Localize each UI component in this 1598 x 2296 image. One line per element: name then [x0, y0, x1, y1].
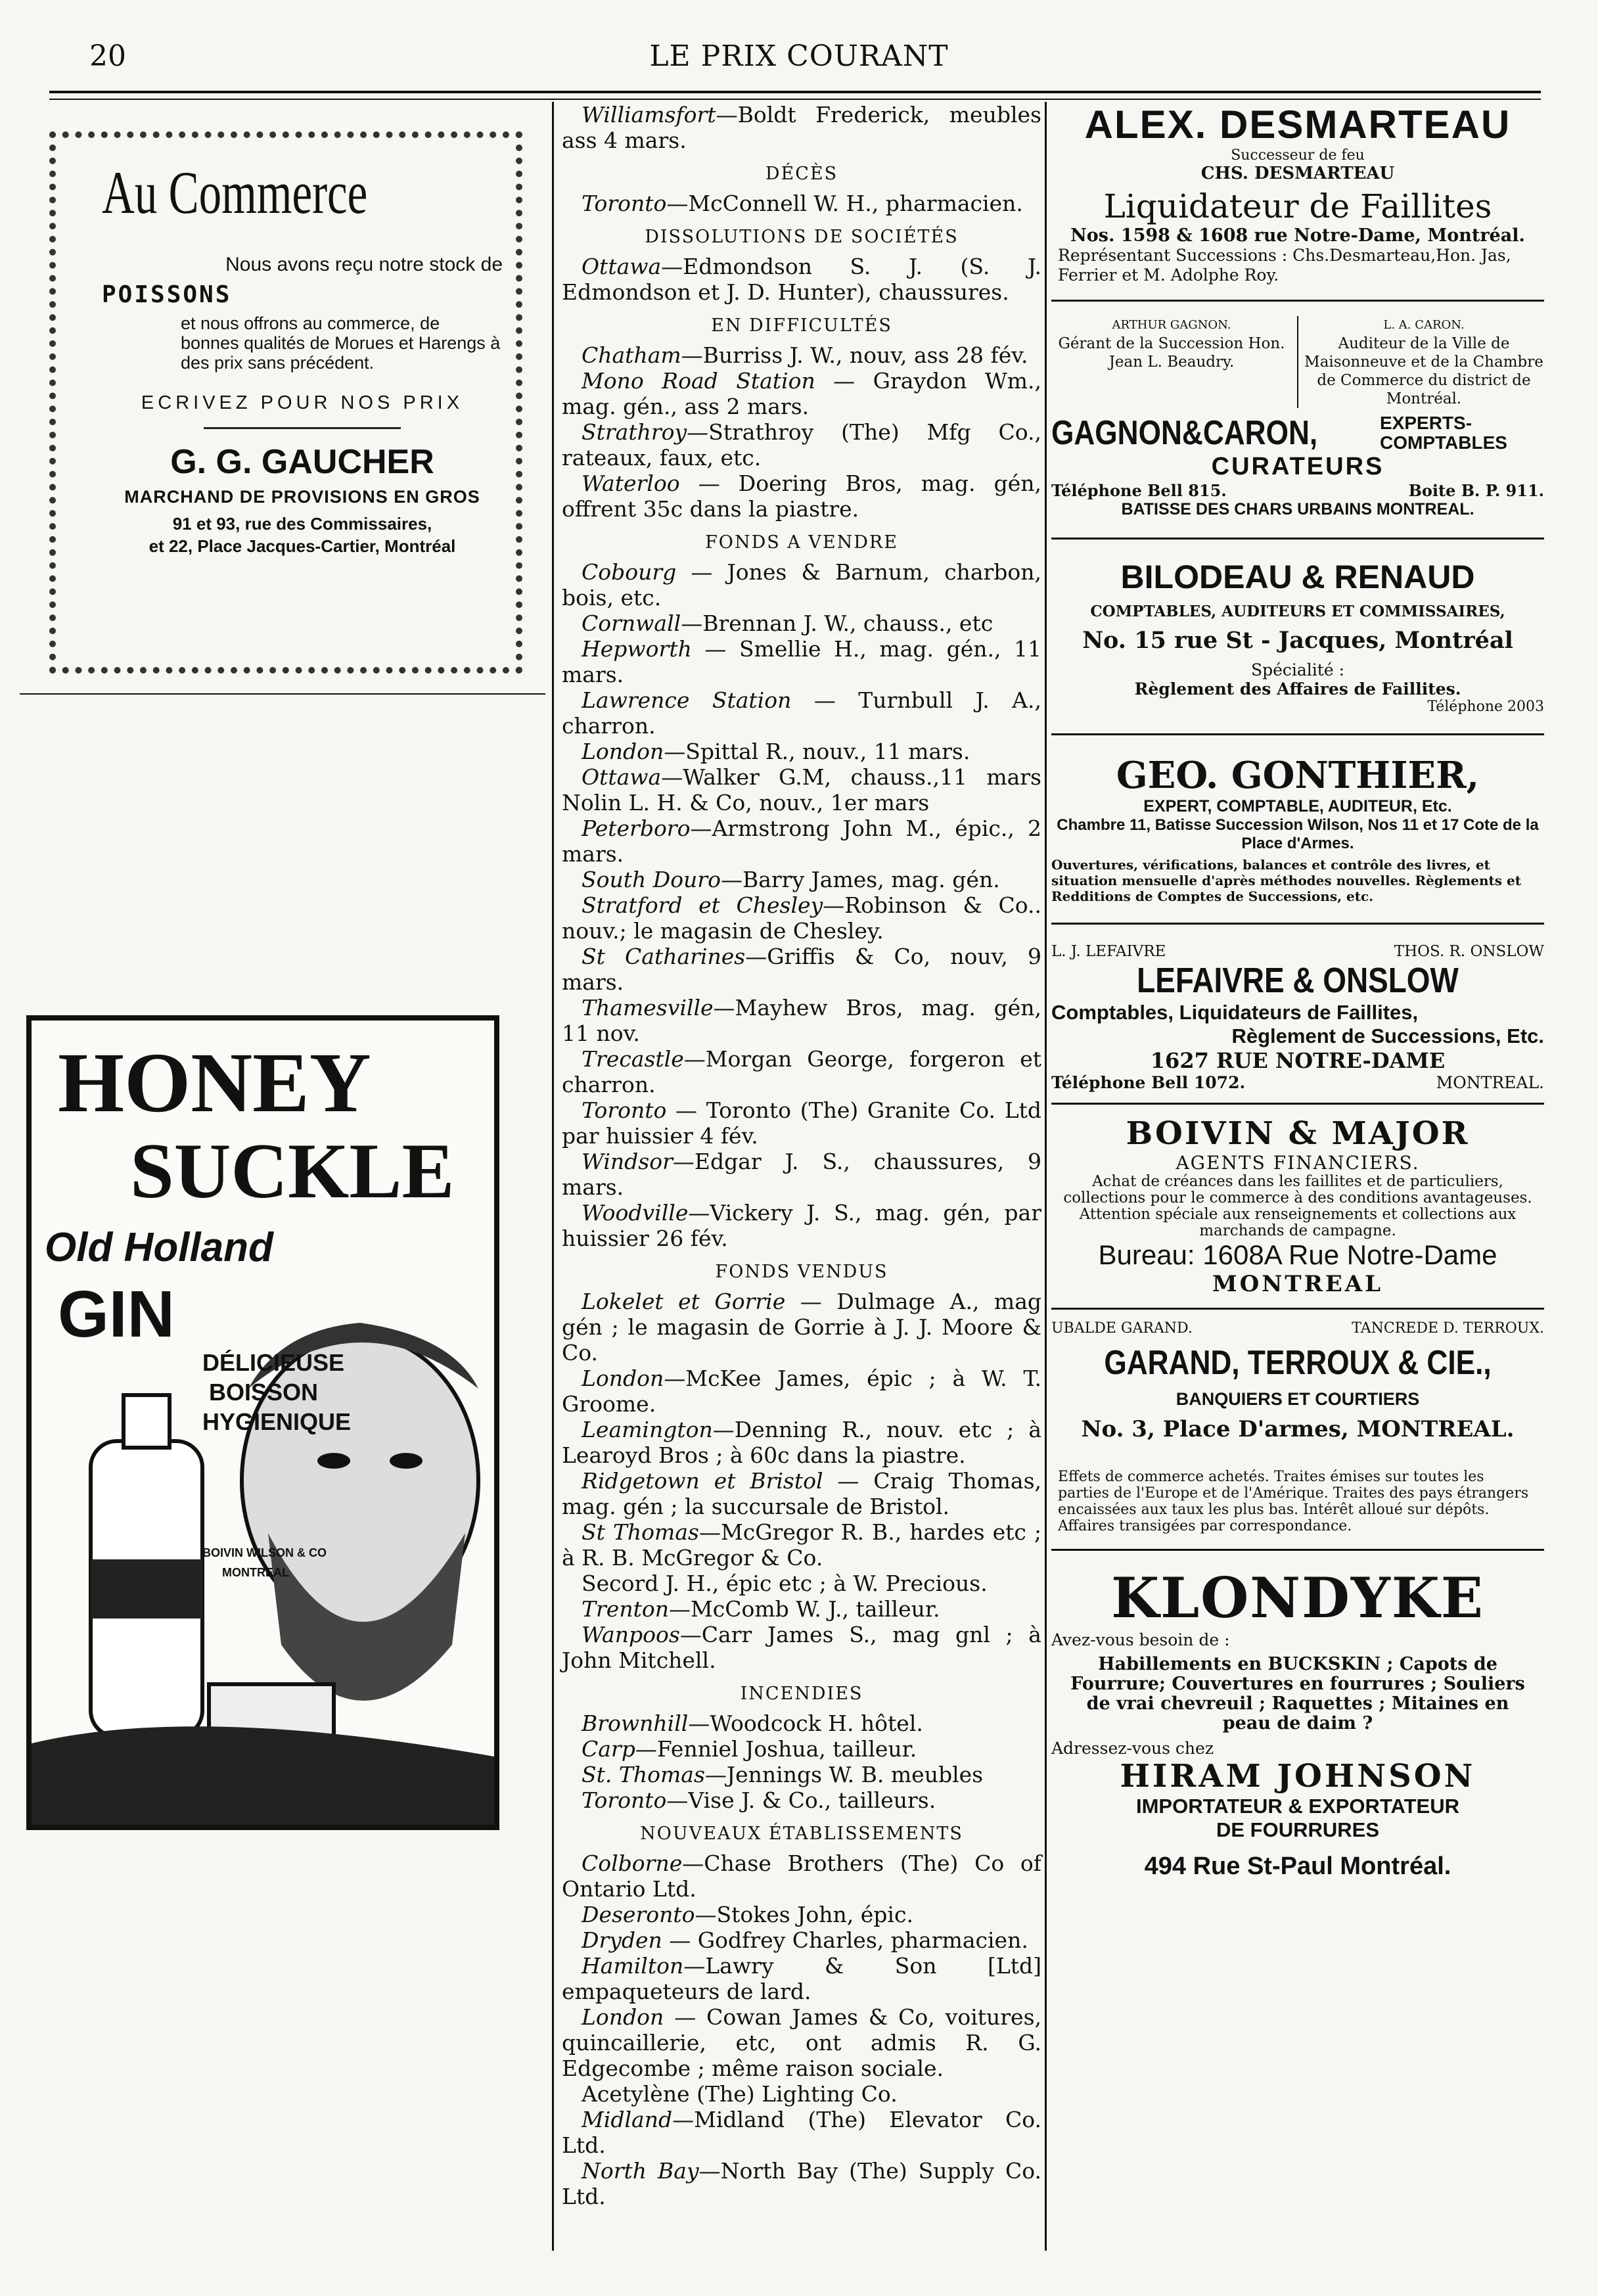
listing-text: —Vise J. & Co., tailleurs. — [666, 1787, 936, 1813]
listing-text: —McKee James, épic ; à W. T. Groome. — [562, 1366, 1041, 1417]
listing-text: — Graydon Wm., mag. gén., ass 2 mars. — [562, 368, 1042, 419]
section-heading: FONDS A VENDRE — [705, 532, 898, 553]
listing-text: —Spittal R., nouv., 11 mars. — [664, 739, 970, 764]
listing-entry — [562, 739, 1041, 764]
caron-text: Auditeur de la Ville de Maisonneuve et de la Chambre de Commerce du district de Montréal. — [1304, 335, 1543, 407]
listing-place: Hepworth — [582, 636, 692, 662]
listing-entry — [562, 1850, 1041, 1902]
curateurs: CURATEURS — [1211, 453, 1384, 480]
listing-text: —Mayhew Bros, mag. gén, 11 nov. — [562, 995, 1041, 1046]
rule — [1051, 733, 1544, 735]
listing-entry — [562, 1097, 1041, 1149]
listing-place: Chatham — [582, 342, 681, 368]
boivin-bureau: Bureau: 1608A Rue Notre-Dame — [1098, 1239, 1497, 1270]
listing-text: — Dulmage A., mag gén ; le magasin de Gorrie à J. J. Moore & Co. — [562, 1289, 1041, 1366]
lefaivre-city: MONTREAL. — [1436, 1073, 1544, 1092]
bilodeau-role: COMPTABLES, AUDITEURS ET COMMISSAIRES, — [1090, 603, 1505, 620]
experts-label: EXPERTS- — [1380, 413, 1472, 433]
listing-entry — [562, 102, 1041, 153]
listing-entry — [562, 687, 1041, 739]
listing-entry — [562, 1787, 1041, 1813]
ad-address-1: 91 et 93, rue des Commissaires, — [172, 514, 432, 534]
listing-entry — [562, 1902, 1041, 1927]
listing-entry — [562, 2107, 1041, 2158]
listing-text: —North Bay (The) Supply Co. Ltd. — [562, 2158, 1042, 2209]
listing-place: Thamesville — [582, 995, 714, 1021]
listing-entry — [562, 1149, 1041, 1200]
klondyke-adr: Adressez-vous chez — [1051, 1739, 1214, 1758]
ad-trade: MARCHAND DE PROVISIONS EN GROS — [124, 487, 480, 507]
listing-entry — [562, 1571, 1041, 1596]
klondyke-items: Habillements en BUCKSKIN ; Capots de Fourrure; Couvertures en fourrures ; Souliers de vrai chevreuil ; Raquettes ; Mitaines en peau de daim ? — [1070, 1654, 1525, 1733]
ad-merchant-name: G. G. GAUCHER — [170, 443, 434, 481]
listing-place: Deseronto — [582, 1902, 695, 1927]
garand-left: UBALDE GARAND. — [1051, 1320, 1193, 1337]
bilodeau-address: No. 15 rue St - Jacques, Montréal — [1082, 627, 1513, 654]
ad-address-2: et 22, Place Jacques-Cartier, Montréal — [148, 536, 456, 556]
lefaivre-right: THOS. R. ONSLOW — [1394, 943, 1544, 960]
listing-place: Trenton — [582, 1596, 669, 1622]
listing-text: —Griffis & Co, nouv, 9 mars. — [562, 944, 1041, 995]
hiram-role: IMPORTATEUR & EXPORTATEUR — [1136, 1795, 1459, 1818]
ad-title: Au Commerce — [102, 159, 368, 226]
gagnon-text: Gérant de la Succession Hon. Jean L. Beaudry. — [1058, 335, 1285, 371]
listing-entry — [562, 636, 1041, 687]
au-commerce-ad — [49, 131, 522, 674]
section-heading: DÉCÈS — [765, 164, 838, 184]
lefaivre-left: L. J. LEFAIVRE — [1051, 943, 1166, 960]
listing-text: —McGregor R. B., hardes etc ; à R. B. McGregor & Co. — [562, 1519, 1041, 1571]
listing-text: — Jones & Barnum, charbon, bois, etc. — [562, 559, 1041, 610]
rule — [1051, 300, 1544, 302]
listing-place: Leamington — [582, 1417, 713, 1442]
brand-word-1: HONEY — [58, 1036, 371, 1130]
gonthier-desc: Ouvertures, vérifications, balances et contrôle des livres, et situation mensuelle d'après méthodes nouvelles. Règlements et Redditions de Comptes de Successions, etc. — [1051, 857, 1521, 904]
listing-entry — [562, 610, 1041, 636]
listing-text: —Woodcock H. hôtel. — [688, 1711, 923, 1736]
listing-text: Acetylène (The) Lighting Co. — [582, 2081, 898, 2107]
listing-entry — [562, 944, 1041, 995]
listing-text: — Godfrey Charles, pharmacien. — [662, 1927, 1028, 1953]
listing-entry — [562, 2004, 1041, 2081]
listing-place: Windsor — [582, 1149, 673, 1174]
listing-entry — [562, 764, 1041, 815]
hiram-address: 494 Rue St-Paul Montréal. — [1144, 1852, 1451, 1880]
header-rule — [49, 91, 1541, 93]
rule — [1051, 1103, 1544, 1105]
listing-entry — [562, 1596, 1041, 1622]
gagnon-tel: Téléphone Bell 815. — [1051, 481, 1227, 500]
listing-place: St. Thomas — [582, 1762, 705, 1787]
column-divider-1 — [552, 102, 554, 2251]
listing-place: Midland — [582, 2107, 673, 2132]
listing-text: —Stokes John, épic. — [695, 1902, 913, 1927]
listing-place: Ottawa — [582, 254, 662, 279]
page-title: LE PRIX COURANT — [649, 39, 949, 73]
garand-address: No. 3, Place D'armes, MONTREAL. — [1081, 1416, 1515, 1442]
comptables-label: COMPTABLES — [1380, 432, 1507, 453]
listing-place: North Bay — [582, 2158, 699, 2184]
gagnon-name: ARTHUR GAGNON. — [1112, 318, 1231, 332]
col1-rule — [20, 693, 545, 695]
listing-entry — [562, 254, 1041, 305]
bilodeau-name: BILODEAU & RENAUD — [1120, 559, 1475, 595]
listing-entry — [562, 995, 1041, 1046]
brand-word-4: GIN — [58, 1277, 175, 1351]
section-heading: FONDS VENDUS — [715, 1262, 888, 1282]
listing-text: —Walker G.M, chauss.,11 mars Nolin L. H. & Co, nouv., 1er mars — [562, 764, 1041, 815]
listing-place: Dryden — [582, 1927, 662, 1953]
rule — [1051, 538, 1544, 540]
lefaivre-address: 1627 RUE NOTRE-DAME — [1150, 1048, 1446, 1073]
listing-entry — [562, 191, 1041, 216]
listing-text: —Edgar J. S., chaussures, 9 mars. — [562, 1149, 1041, 1200]
listing-place: Peterboro — [582, 815, 691, 841]
listing-text: —Morgan George, forgeron et charron. — [562, 1046, 1041, 1097]
honeysuckle-gin-ad — [26, 1015, 499, 1830]
listing-entry — [562, 1200, 1041, 1251]
gagnon-caron-header — [1051, 413, 1544, 453]
listing-place: London — [582, 1366, 664, 1391]
listing-place: Cornwall — [582, 610, 681, 636]
listing-text: Secord J. H., épic etc ; à W. Precious. — [582, 1571, 988, 1596]
desmarteau-chs: CHS. DESMARTEAU — [1200, 164, 1395, 183]
garand-right: TANCREDE D. TERROUX. — [1352, 1320, 1544, 1337]
listing-text: — Turnbull J. A., charron. — [562, 687, 1041, 739]
listing-place: Ridgetown et Bristol — [582, 1468, 823, 1494]
header-rule-2 — [49, 99, 1541, 100]
listing-text: —Jennings W. B. meubles — [704, 1762, 984, 1787]
garand-name: GARAND, TERROUX & CIE., — [1104, 1344, 1492, 1382]
brand-word-5: DÉLICIEUSE — [202, 1349, 345, 1376]
desmarteau-name: ALEX. DESMARTEAU — [1084, 103, 1511, 147]
listing-place: Lawrence Station — [582, 687, 792, 713]
section-heading: NOUVEAUX ÉTABLISSEMENTS — [640, 1824, 963, 1844]
listing-text: —McComb W. J., tailleur. — [668, 1596, 940, 1622]
listing-text: —Edmondson S. J. (S. J. Edmondson et J. D. Hunter), chaussures. — [562, 254, 1041, 305]
boivin-name: BOIVIN & MAJOR — [1126, 1115, 1470, 1152]
section-heading: DISSOLUTIONS DE SOCIÉTÉS — [645, 227, 959, 247]
listing-text: —Armstrong John M., épic., 2 mars. — [562, 815, 1041, 867]
brand-word-6: BOISSON — [209, 1379, 319, 1406]
listing-place: Carp — [582, 1736, 635, 1762]
bilodeau-spec2: Règlement des Affaires de Faillites. — [1134, 679, 1461, 699]
hiram-johnson-name: HIRAM JOHNSON — [1120, 1758, 1476, 1795]
listing-entry — [562, 1927, 1041, 1953]
boivin-city: MONTREAL — [1212, 1271, 1384, 1297]
brand-word-3: Old Holland — [45, 1225, 273, 1270]
listing-place: Cobourg — [582, 559, 677, 585]
listing-entry — [562, 1736, 1041, 1762]
bilodeau-spec: Spécialité : — [1250, 660, 1345, 679]
column-divider-2 — [1045, 102, 1047, 2251]
listing-entry — [562, 1417, 1041, 1468]
listing-entry — [562, 471, 1041, 522]
desmarteau-successor: Successeur de feu — [1231, 147, 1365, 164]
listing-place: London — [582, 739, 664, 764]
ad-desc: et nous offrons au commerce, de bonnes qualités de Morues et Harengs à des prix sans précédent. — [181, 313, 501, 373]
listing-place: Toronto — [582, 191, 667, 216]
listing-text: —Strathroy (The) Mfg Co., rateaux, faux, etc. — [562, 419, 1041, 471]
listing-place: London — [582, 2004, 664, 2030]
listing-text: —Robinson & Co.. nouv.; le magasin de Chesley. — [562, 892, 1041, 944]
rule — [1051, 923, 1544, 925]
listing-text: —Vickery J. S., mag. gén, par huissier 26 fév. — [562, 1200, 1041, 1251]
listing-place: Colborne — [582, 1850, 683, 1876]
brand-word-8: BOIVIN WILSON & CO — [202, 1546, 327, 1559]
brand-word-7: HYGIENIQUE — [202, 1408, 352, 1435]
listing-text: —Brennan J. W., chauss., etc — [681, 610, 993, 636]
ad-product: POISSONS — [102, 281, 232, 308]
listing-entry — [562, 1366, 1041, 1417]
listing-place: Strathroy — [582, 419, 687, 445]
garand-role: BANQUIERS ET COURTIERS — [1176, 1389, 1420, 1409]
listing-text: —Fenniel Joshua, tailleur. — [635, 1736, 917, 1762]
brand-word-9: MONTREAL — [222, 1566, 289, 1579]
garand-partners — [1051, 1320, 1544, 1337]
listing-entry — [562, 1468, 1041, 1519]
listing-entry — [562, 368, 1041, 419]
listing-place: Waterloo — [582, 471, 680, 496]
klondyke-question: Avez-vous besoin de : — [1051, 1630, 1230, 1649]
boivin-role: AGENTS FINANCIERS. — [1176, 1152, 1420, 1174]
klondyke-title: KLONDYKE — [1111, 1565, 1484, 1630]
desmarteau-rep: Représentant Successions : Chs.Desmarteau,Hon. Jas, Ferrier et M. Adolphe Roy. — [1058, 246, 1511, 285]
listing-text: —Midland (The) Elevator Co. Ltd. — [562, 2107, 1041, 2158]
listing-text: —McConnell W. H., pharmacien. — [666, 191, 1023, 216]
listing-text: —Chase Brothers (The) Co of Ontario Ltd. — [562, 1850, 1041, 1902]
ad-separator — [204, 427, 401, 429]
listing-place: Hamilton — [582, 1953, 684, 1979]
column-2 — [562, 102, 1041, 2209]
listing-text: —Denning R., nouv. etc ; à Learoyd Bros ; à 60c dans la piastre. — [562, 1417, 1041, 1468]
listing-place: Stratford et Chesley — [582, 892, 823, 918]
listing-text: — Smellie H., mag. gén., 11 mars. — [562, 636, 1041, 687]
listing-text: —Burriss J. W., nouv, ass 28 fév. — [681, 342, 1028, 368]
listing-text: —Boldt Frederick, meubles ass 4 mars. — [562, 102, 1041, 153]
gagnon-contact — [1051, 481, 1544, 500]
listing-place: Williamsfort — [582, 102, 716, 127]
listing-entry — [562, 1711, 1041, 1736]
rule — [1051, 1308, 1544, 1310]
listing-entry — [562, 892, 1041, 944]
page-number: 20 — [89, 39, 126, 73]
listing-entry — [562, 419, 1041, 471]
listing-text: — Craig Thomas, mag. gén ; la succursale de Bristol. — [562, 1468, 1041, 1519]
gonthier-role: EXPERT, COMPTABLE, AUDITEUR, Etc. — [1143, 797, 1452, 815]
listing-entry — [562, 1953, 1041, 2004]
listing-entry — [562, 1762, 1041, 1787]
listing-text: —Carr James S., mag gnl ; à John Mitchell. — [562, 1622, 1041, 1673]
listing-place: Woodville — [582, 1200, 689, 1226]
listing-place: Lokelet et Gorrie — [582, 1289, 786, 1314]
listing-place: Ottawa — [582, 764, 662, 790]
section-heading: EN DIFFICULTÉS — [711, 315, 892, 336]
listing-text: —Barry James, mag. gén. — [720, 867, 1000, 892]
listing-entry — [562, 559, 1041, 610]
listing-place: Brownhill — [582, 1711, 689, 1736]
lefaivre-contact — [1051, 1073, 1544, 1092]
gonthier-address: Chambre 11, Batisse Succession Wilson, Nos 11 et 17 Cote de la Place d'Armes. — [1057, 816, 1539, 852]
lefaivre-role: Comptables, Liquidateurs de Faillites, — [1051, 1001, 1419, 1024]
listing-entry — [562, 2081, 1041, 2107]
listing-place: St Catharines — [582, 944, 746, 969]
rule — [1051, 1549, 1544, 1551]
gagnon-boite: Boite B. P. 911. — [1408, 481, 1544, 500]
brand-word-2: SUCKLE — [130, 1127, 455, 1214]
ad-intro: Nous avons reçu notre stock de — [225, 254, 503, 275]
gagnon-caron-firm: GAGNON&CARON, — [1051, 414, 1318, 452]
listing-place: Toronto — [582, 1787, 667, 1813]
column-3 — [1051, 102, 1544, 1881]
listing-place: Toronto — [582, 1097, 667, 1123]
listing-place: Wanpoos — [582, 1622, 680, 1647]
boivin-desc: Achat de créances dans les faillites et de particuliers, collections pour le commerce à des conditions avantageuses. Attention spéciale aux renseignements et collections aux marchands de campagne. — [1063, 1173, 1532, 1239]
section-heading: INCENDIES — [740, 1684, 863, 1704]
listing-place: Mono Road Station — [582, 368, 815, 394]
listing-entry — [562, 1046, 1041, 1097]
listing-entry — [562, 1289, 1041, 1366]
listing-text: —Lawry & Son [Ltd] empaqueteurs de lard. — [562, 1953, 1041, 2004]
listing-entry — [562, 2158, 1041, 2209]
lefaivre-tel: Téléphone Bell 1072. — [1051, 1073, 1246, 1092]
gagnon-caron-partners — [1051, 316, 1544, 408]
listing-entry — [562, 342, 1041, 368]
ad-cta: ECRIVEZ POUR NOS PRIX — [141, 392, 464, 413]
listing-entry — [562, 867, 1041, 892]
gagnon-batisse: BATISSE DES CHARS URBAINS MONTREAL. — [1121, 500, 1474, 518]
listing-place: South Douro — [582, 867, 721, 892]
bilodeau-tel: Téléphone 2003 — [1427, 699, 1544, 715]
listing-entry — [562, 1519, 1041, 1571]
lefaivre-role2: Règlement de Successions, Etc. — [1231, 1024, 1544, 1047]
listing-entry — [562, 1622, 1041, 1673]
caron-name: L. A. CARON. — [1383, 318, 1465, 332]
lefaivre-name: LEFAIVRE & ONSLOW — [1137, 961, 1459, 1000]
listing-text: — Toronto (The) Granite Co. Ltd par huissier 4 fév. — [562, 1097, 1041, 1149]
listing-text: — Doering Bros, mag. gén, offrent 35c dans la piastre. — [562, 471, 1041, 522]
listing-place: Trecastle — [582, 1046, 684, 1072]
garand-desc: Effets de commerce achetés. Traites émises sur toutes les parties de l'Europe et de l'Amérique. Traites des pays étrangers encaissées aux taux les plus bas. Intérêt alloué sur dépôts. Affaires transigées par correspondance. — [1058, 1469, 1529, 1534]
desmarteau-address: Nos. 1598 & 1608 rue Notre-Dame, Montréal. — [1070, 225, 1525, 246]
listing-place: St Thomas — [582, 1519, 699, 1545]
lefaivre-partners — [1051, 943, 1544, 960]
listing-text: — Cowan James & Co, voitures, quincaillerie, etc, ont admis R. G. Edgecombe ; même raison sociale. — [562, 2004, 1041, 2081]
hiram-role2: DE FOURRURES — [1216, 1818, 1379, 1841]
desmarteau-role: Liquidateur de Faillites — [1103, 187, 1492, 225]
listing-entry — [562, 815, 1041, 867]
gonthier-name: GEO. GONTHIER, — [1116, 754, 1480, 797]
